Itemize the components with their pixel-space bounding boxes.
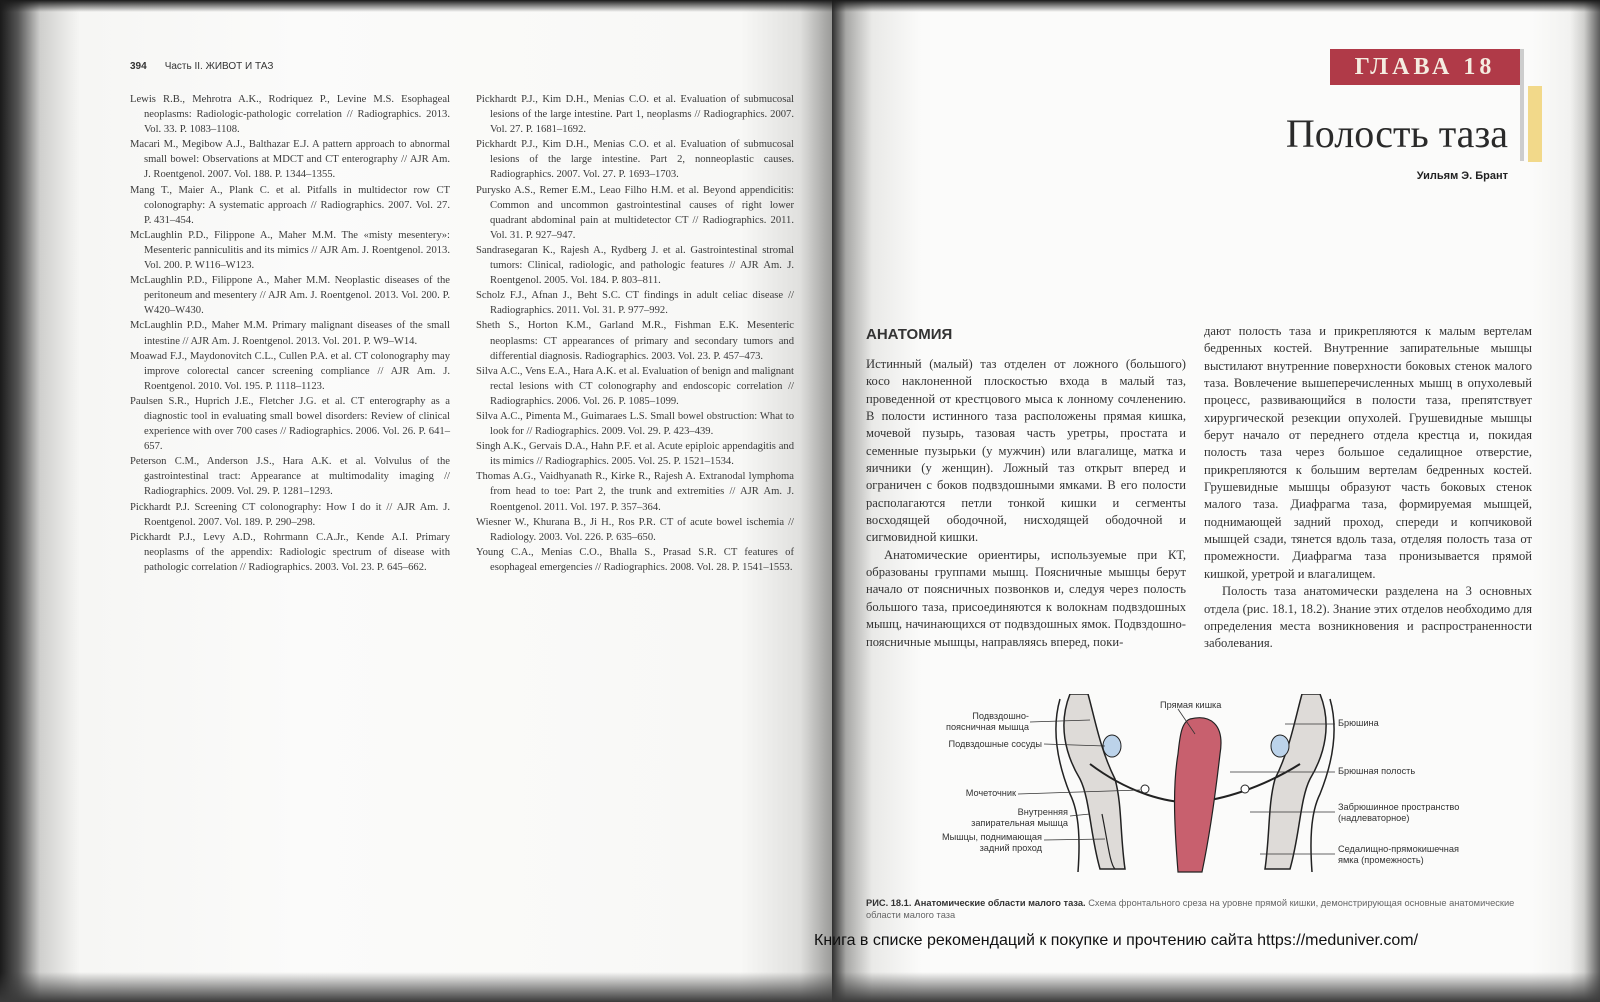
reference-item: Silva A.C., Pimenta M., Guimaraes L.S. Small bowel obstruction: What to look for // Radiographics. 2009. Vol. 29. P. 423–439.	[476, 410, 794, 438]
label-obturator: Внутренняя запирательная мышца	[971, 807, 1068, 828]
paragraph: Анатомические ориентиры, используемые при КТ, образованы группами мышц. Поясничные мышцы берут начало от поясничных позвонков и, следуя через полость большого таза, присоединяются к волокнам подвздошных мышц, начинающихся от подвздошных ямок. Подвздошно-поясничные мышцы, направляясь вперед, поки-	[866, 547, 1186, 649]
reference-item: Mang T., Maier A., Plank C. et al. Pitfalls in multidector row CT colonography: A systematic approach // Radiographics. 2007. Vol. 27. P. 431–454.	[130, 184, 450, 226]
paragraph: Истинный (малый) таз отделен от ложного (большого) косо наклоненной плоскостью входа в малый таз, проведенной от крестцового мыса к лонному сочленению. В полости истинного таза расположены прямая кишка, мочевой пузырь, тазовая часть уретры, простата и семенные пузырьки (у мужчин) или влагалище, матка и яичники (у женщин). Ложный таз открыт вперед и ограничен с боков подвздошными ямками. В его полости располагаются петли тонкой кишки и сегменты восходящей ободочной, нисходящей ободочной и сигмовидной кишки.	[866, 357, 1186, 545]
label-ureter: Мочеточник	[965, 788, 1016, 798]
left-ureter	[1141, 785, 1149, 793]
references-column-1	[130, 92, 450, 575]
reference-item: McLaughlin P.D., Filippone A., Maher M.M. Neoplastic diseases of the peritoneum and mesentery // AJR Am. J. Roentgenol. 2013. Vol. 200. P. W420–W430.	[130, 275, 450, 317]
accent-bar	[1528, 86, 1542, 162]
body-column-1	[866, 356, 1186, 651]
reference-item: Pickhardt P.J., Levy A.D., Rohrmann C.A.Jr., Kende A.I. Primary neoplasms of the appendix: Radiologic spectrum of disease with pathologic correlation // Radiographics. 2003. Vol. 23. P. 645–662.	[130, 531, 450, 573]
paragraph: дают полость таза и прикрепляются к малым вертелам бедренных костей. Внутренние запирательные мышцы выстилают внутренние поверхности боковых стенок малого таза. Вовлечение вышеперечисленных мышц в опухолевый процесс, развивающийся в полости таза, препятствует хирургической резекции опухолей. Грушевидные мышцы берут начало от переднего отдела крестца и, покидая полость таза через большое седалищное отверстие, прикрепляются к большим вертелам бедренных костей. Грушевидные мышцы образуют часть боковых стенок малого таза. Диафрагма таза, формируемая мышцей, поднимающей задний проход, спереди и копчиковой мышцей сзади, тянется вдоль таза, отделяя полость таза от промежности. Диафрагма таза пронизывается прямой кишкой, уретрой и влагалищем.	[1204, 324, 1532, 581]
reference-item: Sandrasegaran K., Rajesh A., Rydberg J. et al. Gastrointestinal stromal tumors: Clinical, radiologic, and pathologic features // AJR Am. J. Roentgenol. 2005. Vol. 184. P. 803–811.	[476, 244, 794, 287]
reference-item: Pickhardt P.J., Kim D.H., Menias C.O. et al. Evaluation of submucosal lesions of the large intestine. Part 1, neoplasms // Radiographics. 2007. Vol. 27. P. 1681–1692.	[476, 94, 794, 136]
page-number: 394	[130, 61, 147, 72]
reference-item: Scholz F.J., Afnan J., Beht S.C. CT findings in adult celiac disease // Radiographics. 2011. Vol. 31. P. 977–992.	[476, 290, 794, 317]
reference-item: Moawad F.J., Maydonovitch C.L., Cullen P.A. et al. CT colonography may improve colorectal cancer screening compliance // AJR Am. J. Roentgenol. 2010. Vol. 195. P. 1118–1123.	[130, 350, 450, 392]
caption-text: Схема фронтального среза на уровне прямой кишки, демонстрирующая основные анатомические области малого таза	[866, 898, 1515, 920]
reference-item: Silva A.C., Vens E.A., Hara A.K. et al. Evaluation of benign and malignant rectal lesions with CT colonography and endoscopic correlation // Radiographics. 2006. Vol. 26. P. 1085–1099.	[476, 365, 794, 407]
section-heading: АНАТОМИЯ	[866, 326, 953, 343]
reference-item: Pickhardt P.J., Kim D.H., Menias C.O. et al. Evaluation of submucosal lesions of the large intestine. Part 2, nonneoplastic causes. Radiographics. 2007. Vol. 27. P. 1693–1703.	[476, 139, 794, 181]
reference-item: Purysko A.S., Remer E.M., Leao Filho H.M. et al. Beyond appendicitis: Common and uncommon gastrointestinal causes of right lower quadrant abdominal pain at multidetector CT // Radiographics. 2011. Vol. 31. P. 927–947.	[476, 184, 794, 241]
reference-item: Singh A.K., Gervais D.A., Hahn P.F. et al. Acute epiploic appendagitis and its mimics // Radiographics. 2005. Vol. 25. P. 1521–1534.	[476, 441, 794, 468]
reference-item: McLaughlin P.D., Filippone A., Maher M.M. The «misty mesentery»: Mesenteric panniculitis and its mimics // AJR Am. J. Roentgenol. 2013. Vol. 200. P. W116–W123.	[130, 229, 450, 272]
running-head-text: Часть II. ЖИВОТ И ТАЗ	[164, 61, 274, 72]
reference-item: Paulsen S.R., Huprich J.E., Fletcher J.G. et al. CT enterography as a diagnostic tool in evaluating small bowel disorders: Review of clinical experience with over 700 cases // Radiographics. 2006. Vol. 26. P. 641–657.	[130, 395, 450, 453]
label-iliopsoas: Подвздошно- поясничная мышца	[945, 711, 1029, 732]
reference-item: Thomas A.G., Vaidhyanath R., Kirke R., Rajesh A. Extranodal lymphoma from head to toe: Part 2, the trunk and extremities // AJR Am. J. Roentgenol. 2011. Vol. 197. P. 357–364.	[476, 471, 794, 513]
reference-item: Sheth S., Horton K.M., Garland M.R., Fishman E.K. Mesenteric neoplasms: CT appearances of primary and secondary tumors and differential diagnosis. Radiographics. 2003. Vol. 23. P. 457–473.	[476, 320, 794, 362]
figure-caption	[866, 898, 1536, 921]
label-ischiorectal: Седалищно-прямокишечная ямка (промежность)	[1338, 844, 1459, 865]
reference-item: Wiesner W., Khurana B., Ji H., Ros P.R. CT of acute bowel ischemia // Radiology. 2003. Vol. 226. P. 635–650.	[476, 516, 794, 543]
reference-item: Young C.A., Menias C.O., Bhalla S., Prasad S.R. CT features of esophageal emergencies // Radiographics. 2008. Vol. 28. P. 1541–1553.	[476, 546, 794, 573]
left-iliac-vessels	[1103, 735, 1121, 757]
body-column-2	[1204, 323, 1532, 653]
right-ureter	[1241, 785, 1249, 793]
watermark: Книга в списке рекомендаций к покупке и прочтению сайта https://meduniver.com/	[814, 932, 1419, 949]
running-head	[130, 61, 273, 72]
label-peritoneum: Брюшина	[1338, 718, 1379, 728]
reference-item: McLaughlin P.D., Maher M.M. Primary malignant diseases of the small intestine // AJR Am. J. Roentgenol. 2013. Vol. 201. P. W9–W14.	[130, 320, 450, 347]
paragraph: Полость таза анатомически разделена на 3 основных отдела (рис. 18.1, 18.2). Знание этих отделов необходимо для определения места возникновения и распространенности заболевания.	[1204, 584, 1532, 651]
reference-item: Peterson C.M., Anderson J.S., Hara A.K. et al. Volvulus of the gastrointestinal tract: Appearance at multimodality imaging // Radiographics. 2009. Vol. 29. P. 1281–1293.	[130, 456, 450, 498]
figure-18-1	[940, 694, 1520, 890]
chapter-label: ГЛАВА 18	[1330, 49, 1520, 85]
chapter-title: Полость таза	[1285, 111, 1508, 156]
label-retroperitoneal: Забрюшинное пространство (надлеваторное)	[1338, 802, 1460, 823]
caption-title: РИС. 18.1. Анатомические области малого таза.	[866, 898, 1086, 908]
references-column-2	[476, 92, 794, 575]
reference-item: Pickhardt P.J. Screening CT colonography: How I do it // AJR Am. J. Roentgenol. 2007. Vol. 189. P. 290–298.	[130, 501, 450, 528]
label-levator: Мышцы, поднимающая задний проход	[941, 832, 1042, 853]
reference-item: Macari M., Megibow A.J., Balthazar E.J. A pattern approach to abnormal small bowel: Observations at MDCT and CT enterography // AJR Am. J. Roentgenol. 2007. Vol. 188. P. 1344–1355.	[130, 139, 450, 181]
reference-item: Lewis R.B., Mehrotra A.K., Rodriquez P., Levine M.S. Esophageal neoplasms: Radiologic-pathologic correlation // Radiographics. 2013. Vol. 33. P. 1083–1108.	[130, 94, 450, 136]
right-iliac-vessels	[1271, 735, 1289, 757]
right-pelvic-wall	[1265, 694, 1326, 869]
label-iliac-vessels: Подвздошные сосуды	[948, 739, 1042, 749]
label-rectum: Прямая кишка	[1160, 700, 1222, 710]
rectum	[1175, 718, 1221, 872]
chapter-author: Уильям Э. Брант	[1416, 170, 1508, 182]
label-peritoneal-cavity: Брюшная полость	[1338, 766, 1416, 776]
